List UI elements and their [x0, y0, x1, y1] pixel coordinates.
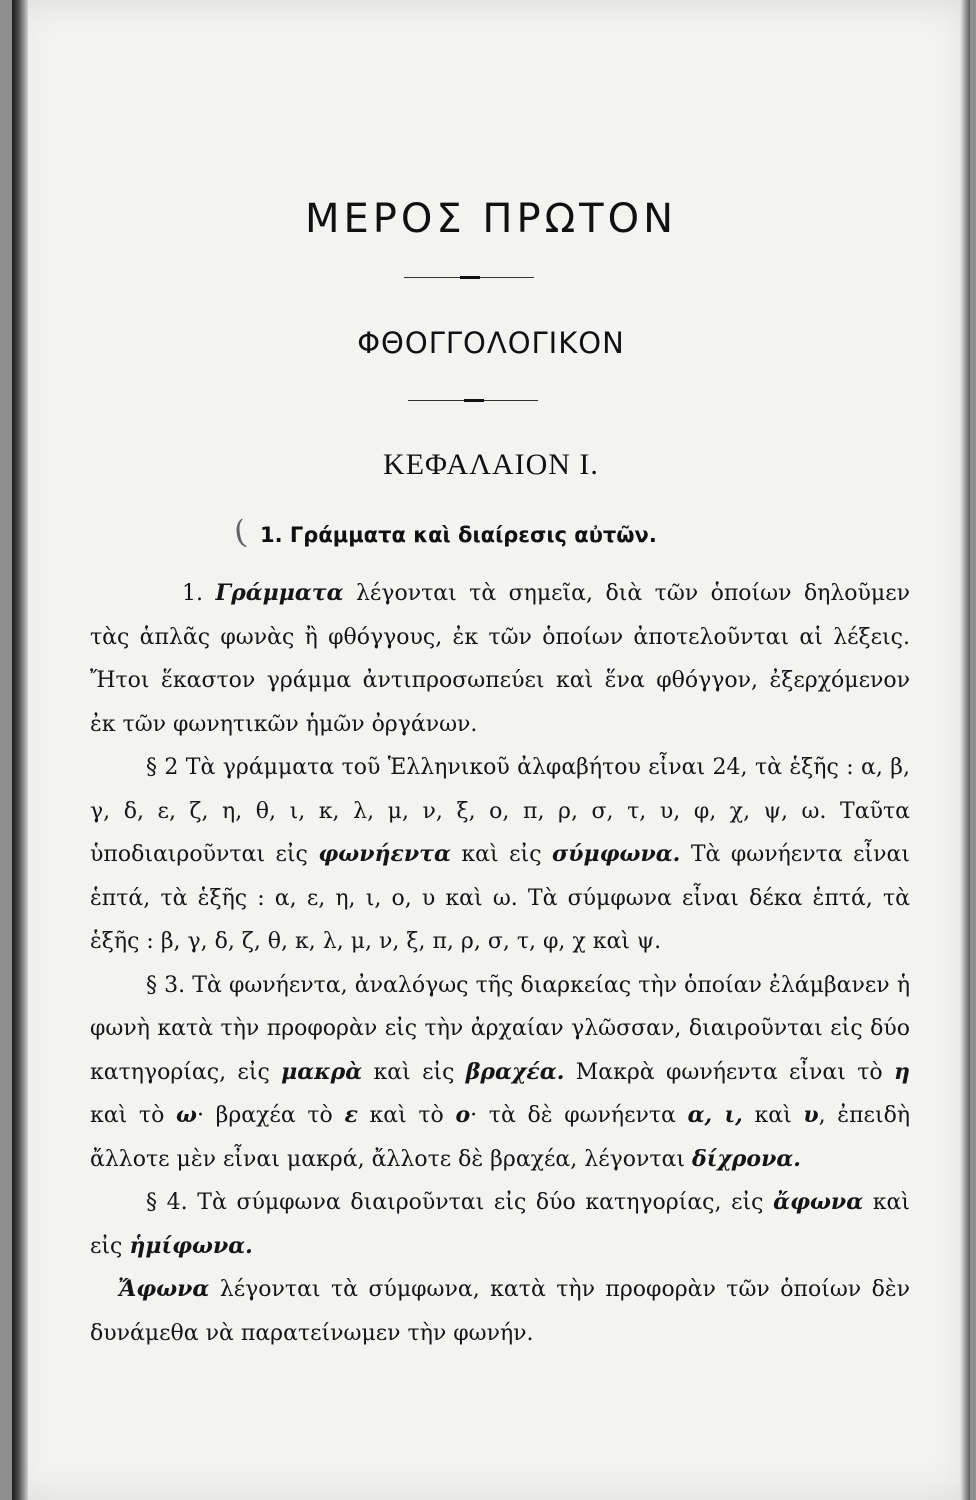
emphasized-term: ω: [175, 1102, 197, 1128]
emphasized-term: ε: [344, 1102, 358, 1128]
chapter-title: ΚΕΦΑΛΑΙΟΝ Ι.: [383, 448, 599, 481]
ornamental-rule-top: [404, 277, 534, 278]
emphasized-term: Γράμματα: [215, 580, 344, 606]
text-run: · βραχέα τὸ: [196, 1103, 345, 1128]
text-run: λέγονται τὰ σύμφωνα, κατὰ τὴν προφορὰν τῶν ὁποίων δὲν δυνάμεθα νὰ παρατείνωμεν τὴν φωνήν.: [90, 1277, 910, 1346]
text-run: λέγονται τὰ σημεῖα, διὰ τῶν ὁποίων δηλοῦμεν τὰς ἁπλᾶς φωνὰς ἢ φθόγγους, ἐκ τῶν ὁποίων ἀποτελοῦνται αἱ λέξεις. Ἤτοι ἕκαστον γράμμα ἀντιπροσωπεύει καὶ ἕνα φθόγγον, ἐξερχόμενον ἐκ τῶν φωνητικῶν ἡμῶν ὀργάνων.: [90, 581, 910, 737]
emphasized-term: βραχέα.: [465, 1058, 565, 1085]
text-run: καὶ εἰς: [362, 1059, 466, 1085]
text-run: § 2 Τὰ γράμματα τοῦ Ἑλληνικοῦ ἀλφαβήτου εἶναι 24, τὰ ἑξῆς : α, β, γ, δ, ε, ζ, η, θ, ι, κ, λ, μ, ν, ξ, ο, π, ρ, σ, τ, υ, φ, χ, ψ, ω. Ταῦτα ὑποδιαιροῦνται εἰς: [90, 755, 910, 867]
paragraph: [90, 964, 910, 1182]
text-run: · τὰ δὲ φωνήεντα: [470, 1103, 688, 1128]
text-run: καὶ: [742, 1103, 804, 1128]
emphasized-term: φωνήεντα: [318, 841, 451, 867]
text-run: 1.: [182, 581, 216, 606]
handwritten-margin-mark: (: [231, 512, 250, 552]
emphasized-term: ἄφωνα: [773, 1189, 864, 1215]
paragraph: [90, 1268, 910, 1355]
emphasized-term: ο: [455, 1102, 471, 1128]
text-run: § 3. Τὰ φωνήεντα, ἀναλόγως τῆς διαρκείας τὴν ὁποίαν ἐλάμβανεν ἡ φωνὴ κατὰ τὴν προφορὰν εἰς τὴν ἀρχαίαν γλῶσσαν, διαιροῦνται εἰς δύο κατηγορίας, εἰς: [90, 972, 910, 1085]
text-run: § 4. Τὰ σύμφωνα διαιροῦνται εἰς δύο κατηγορίας, εἰς: [146, 1190, 774, 1215]
section-heading: 1. Γράμματα καὶ διαίρεσις αὐτῶν.: [260, 523, 657, 547]
body-text: [90, 572, 910, 1355]
emphasized-term: δίχρονα.: [692, 1145, 801, 1172]
text-run: Μακρὰ φωνήεντα εἶναι τὸ: [564, 1059, 894, 1085]
text-run: , ἐπειδὴ ἄλλοτε μὲν εἶναι μακρά, ἄλλοτε δὲ βραχέα, λέγονται: [90, 1103, 910, 1172]
emphasized-term: ἡμίφωνα.: [129, 1232, 253, 1259]
paragraph: [90, 572, 910, 746]
book-page: [12, 0, 970, 1500]
emphasized-term: α, ι,: [687, 1102, 743, 1128]
text-run: καὶ εἰς: [90, 1190, 910, 1259]
paragraph: [90, 746, 910, 964]
emphasized-term: Ἄφωνα: [118, 1276, 210, 1302]
section-title: ΦΘΟΓΓΟΛΟΓΙΚΟΝ: [357, 326, 625, 360]
emphasized-term: μακρὰ: [281, 1058, 363, 1085]
text-run: καὶ τὸ: [357, 1103, 456, 1128]
paragraph: [90, 1181, 910, 1268]
text-run: καὶ τὸ: [90, 1103, 176, 1128]
emphasized-term: υ: [803, 1102, 819, 1128]
text-run: καὶ εἰς: [450, 842, 553, 867]
emphasized-term: η: [894, 1058, 910, 1085]
emphasized-term: σύμφωνα.: [552, 841, 681, 867]
ornamental-rule-bottom: [408, 400, 538, 401]
text-run: Τὰ φωνήεντα εἶναι ἑπτά, τὰ ἑξῆς : α, ε, η, ι, ο, υ καὶ ω. Τὰ σύμφωνα εἶναι δέκα ἑπτά, τὰ ἑξῆς : β, γ, δ, ζ, θ, κ, λ, μ, ν, ξ, π, ρ, σ, τ, φ, χ καὶ ψ.: [90, 842, 910, 954]
part-title: ΜΕΡΟΣ ΠΡΩΤΟΝ: [305, 196, 677, 242]
